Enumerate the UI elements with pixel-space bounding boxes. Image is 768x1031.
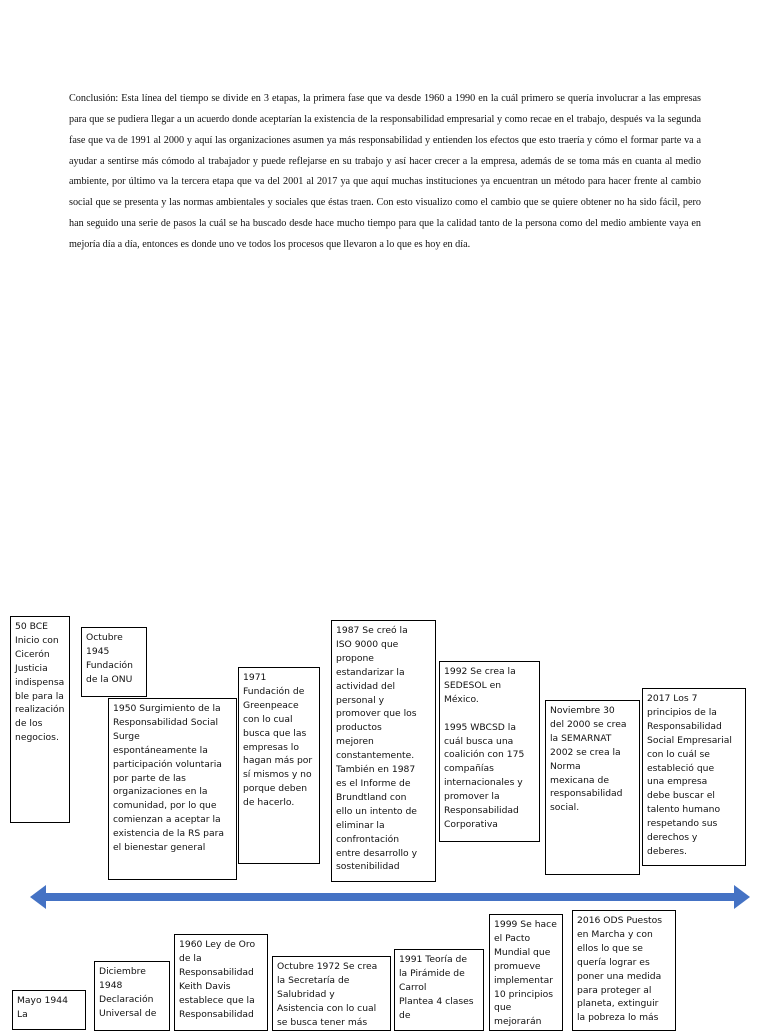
timeline-event-1945: Octubre 1945 Fundación de la ONU: [81, 627, 147, 697]
timeline-event-50bce: 50 BCE Inicio con Cicerón Justicia indispensa ble para la realización de los negocios.: [10, 616, 70, 823]
timeline-event-1991: 1991 Teoría de la Pirámide de Carrol Plantea 4 clases de: [394, 949, 484, 1031]
timeline-event-1971: 1971 Fundación de Greenpeace con lo cual busca que las empresas lo hagan más por sí mismos y no porque deben de hacerlo.: [238, 667, 320, 864]
timeline-event-1944: Mayo 1944 La: [12, 990, 86, 1030]
timeline-arrow: [30, 883, 750, 911]
timeline-event-1992: 1992 Se crea la SEDESOL en México. 1995 WBCSD la cuál busca una coalición con 175 compañías internacionales y promover la Responsabilidad Corporativa: [439, 661, 540, 842]
timeline-event-2000: Noviembre 30 del 2000 se crea la SEMARNAT 2002 se crea la Norma mexicana de responsabilidad social.: [545, 700, 640, 875]
timeline-event-2017: 2017 Los 7 principios de la Responsabilidad Social Empresarial con lo cuál se estableció que una empresa debe buscar el talento humano respetando sus derechos y deberes.: [642, 688, 746, 866]
timeline-event-1987: 1987 Se creó la ISO 9000 que propone estandarizar la actividad del personal y promover que los productos mejoren constantemente. También en 1987 es el Informe de Brundtland con ello un intento de eliminar la confrontación entre desarrollo y sostenibilidad: [331, 620, 436, 882]
timeline-event-1950: 1950 Surgimiento de la Responsabilidad Social Surge espontáneamente la participación voluntaria por parte de las organizaciones en la comunidad, por lo que comienzan a aceptar la existencia de la RS para el bienestar general: [108, 698, 237, 880]
timeline-event-1999: 1999 Se hace el Pacto Mundial que promueve implementar 10 principios que mejorarán: [489, 914, 563, 1031]
timeline-event-2016: 2016 ODS Puestos en Marcha y con ellos lo que se quería lograr es poner una medida para proteger al planeta, extinguir la pobreza lo más: [572, 910, 676, 1031]
timeline-event-1972: Octubre 1972 Se crea la Secretaría de Salubridad y Asistencia con lo cual se busca tener más: [272, 956, 391, 1031]
timeline-event-1960: 1960 Ley de Oro de la Responsabilidad Keith Davis establece que la Responsabilidad: [174, 934, 268, 1031]
conclusion-paragraph: Conclusión: Esta línea del tiempo se divide en 3 etapas, la primera fase que va desde 1960 a 1990 en la cuál primero se quería involucrar a las empresas para que se pudiera llegar a un acuerdo donde aceptarían la existencia de la responsabilidad empresarial y como recae en el trabajo, después va la segunda fase que va de 1991 al 2000 y aquí las organizaciones asumen ya más responsabilidad y entienden los efectos que esto traería y cómo el formar parte va a ayudar a sentirse más cómodo al trabajador y puede reflejarse en su trabajo y así hacer crecer a la empresa, además de se toma más en cuanta al medio ambiente, por último va la tercera etapa que va del 2001 al 2017 ya que aquí muchas instituciones ya encuentran un método para hacer frente al cambio social que se presenta y las normas ambientales y sociales que éstas traen. Con esto visualizo como el cambio que se quiere obtener no ha sido fácil, pero han seguido una serie de pasos la cuál se ha buscado desde hace mucho tiempo para que la calidad tanto de la persona como del medio ambiente vaya en mejoría día a día, entonces es donde uno ve todos los procesos que llevaron a lo que es hoy en día.: [69, 93, 701, 250]
timeline-event-1948: Diciembre 1948 Declaración Universal de: [94, 961, 170, 1031]
